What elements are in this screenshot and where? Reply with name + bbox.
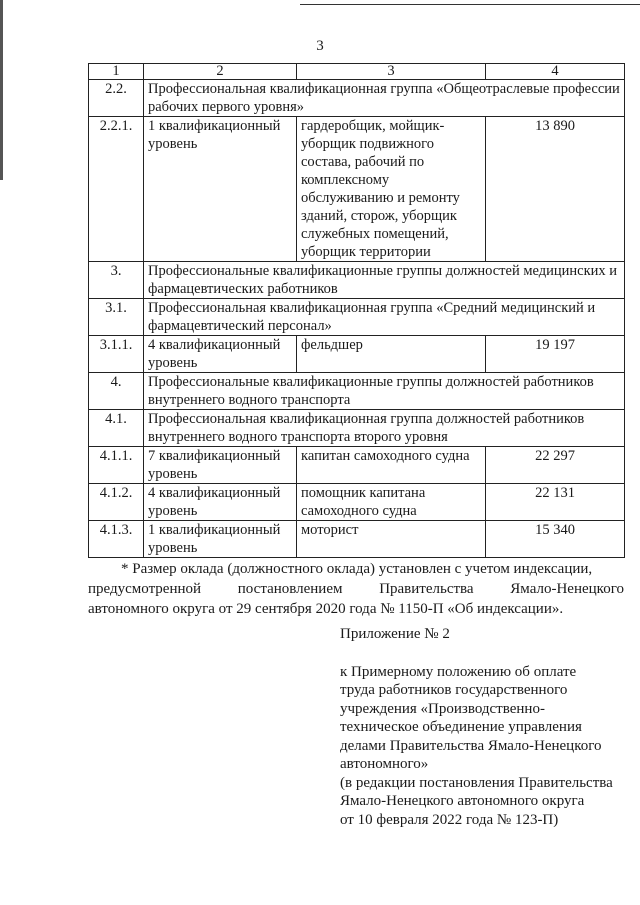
table-row xyxy=(89,410,625,447)
salary-table xyxy=(88,63,625,558)
appendix-reference xyxy=(340,663,630,830)
appendix-line: Ямало-Ненецкого автономного округа xyxy=(340,793,585,809)
appendix-line: техническое объединение управления xyxy=(340,719,582,735)
row-number: 4.1.3. xyxy=(89,521,144,558)
table-row xyxy=(89,484,625,521)
salary-value: 22 297 xyxy=(486,447,625,484)
top-border-line xyxy=(300,4,640,5)
qualification-level: 4 квалификационный уровень xyxy=(144,484,297,521)
footnote-word: постановлением xyxy=(237,581,343,597)
group-title: Профессиональная квалификационная группа «Средний медицинский и фармацевтический персонал» xyxy=(144,299,625,336)
salary-value: 22 131 xyxy=(486,484,625,521)
header-cell-col1: 1 xyxy=(89,64,144,80)
salary-value: 15 340 xyxy=(486,521,625,558)
row-number: 4. xyxy=(89,373,144,410)
footnote-line-justified xyxy=(88,579,624,599)
appendix-line: учреждения «Производственно- xyxy=(340,700,545,717)
group-title: Профессиональная квалификационная группа должностей работников внутреннего водного транспорта второго уровня xyxy=(144,410,625,447)
position-names: помощник капитана самоходного судна xyxy=(297,484,486,521)
appendix-line: к Примерному положению об оплате xyxy=(340,663,577,680)
footnote-word: предусмотренной xyxy=(88,581,202,597)
table-row xyxy=(89,336,625,373)
appendix-line: труда работников государственного xyxy=(340,682,568,698)
qualification-level: 1 квалификационный уровень xyxy=(144,117,297,262)
position-names: моторист xyxy=(297,521,486,558)
salary-value: 13 890 xyxy=(486,117,625,262)
row-number: 2.2. xyxy=(89,80,144,117)
footnote xyxy=(88,559,624,619)
row-number: 3.1. xyxy=(89,299,144,336)
salary-value: 19 197 xyxy=(486,336,625,373)
footnote-word: Правительства xyxy=(379,581,474,597)
row-number: 4.1. xyxy=(89,410,144,447)
position-names: гардеробщик, мойщик-уборщик подвижного состава, рабочий по комплексному обслуживанию и ремонту зданий, сторож, уборщик служебных помещений, уборщик территории xyxy=(297,117,486,262)
header-cell-col3: 3 xyxy=(297,64,486,80)
qualification-level: 1 квалификационный уровень xyxy=(144,521,297,558)
row-number: 3. xyxy=(89,262,144,299)
row-number: 4.1.2. xyxy=(89,484,144,521)
table-row xyxy=(89,373,625,410)
table-row xyxy=(89,117,625,262)
group-title: Профессиональные квалификационные группы должностей работников внутреннего водного транспорта xyxy=(144,373,625,410)
row-number: 3.1.1. xyxy=(89,336,144,373)
group-title: Профессиональные квалификационные группы должностей медицинских и фармацевтических работников xyxy=(144,262,625,299)
table-row xyxy=(89,262,625,299)
appendix-block xyxy=(340,625,630,829)
left-margin-mark xyxy=(0,0,3,180)
table-header-row xyxy=(89,64,625,80)
table-row xyxy=(89,521,625,558)
appendix-line: от 10 февраля 2022 года № 123-П) xyxy=(340,811,559,828)
appendix-title: Приложение № 2 xyxy=(340,626,450,642)
appendix-line: автономного» xyxy=(340,756,429,772)
group-title: Профессиональная квалификационная группа «Общеотраслевые профессии рабочих первого уровня» xyxy=(144,80,625,117)
table-row xyxy=(89,80,625,117)
position-names: фельдшер xyxy=(297,336,486,373)
table-row xyxy=(89,447,625,484)
footnote-line: * Размер оклада (должностного оклада) установлен с учетом индексации, xyxy=(121,561,593,577)
appendix-line: (в редакции постановления Правительства xyxy=(340,774,613,791)
qualification-level: 4 квалификационный уровень xyxy=(144,336,297,373)
row-number: 2.2.1. xyxy=(89,117,144,262)
footnote-line: автономного округа от 29 сентября 2020 года № 1150-П «Об индексации». xyxy=(88,601,564,617)
header-cell-col4: 4 xyxy=(486,64,625,80)
header-cell-col2: 2 xyxy=(144,64,297,80)
position-names: капитан самоходного судна xyxy=(297,447,486,484)
table-row xyxy=(89,299,625,336)
footnote-word: Ямало-Ненецкого xyxy=(510,581,624,597)
appendix-line: делами Правительства Ямало-Ненецкого xyxy=(340,737,602,754)
qualification-level: 7 квалификационный уровень xyxy=(144,447,297,484)
page-number: 3 xyxy=(316,38,324,54)
row-number: 4.1.1. xyxy=(89,447,144,484)
